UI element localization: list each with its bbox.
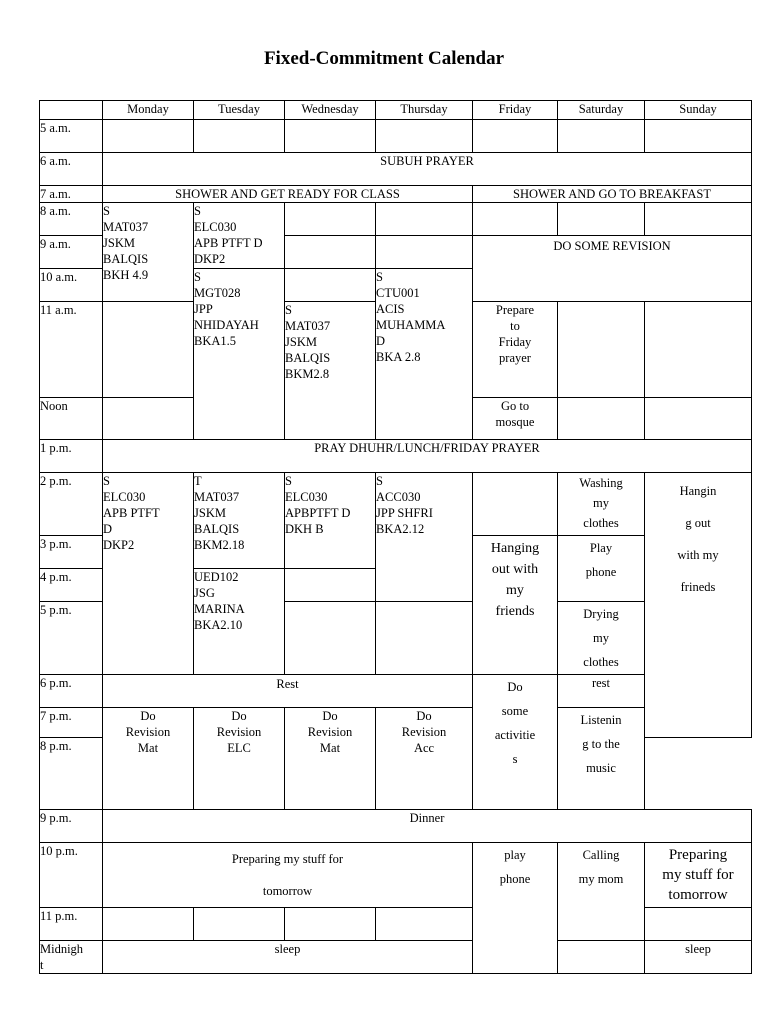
event-fri-play-phone: play phone [473, 843, 558, 974]
event-thu-revision: Do Revision Acc [376, 708, 473, 810]
event-mon-class: S MAT037 JSKM BALQIS BKH 4.9 [103, 203, 194, 302]
event-preparing-stuff: Preparing my stuff for tomorrow [103, 843, 473, 908]
time-label: 11 a.m. [40, 302, 103, 398]
time-label: 4 p.m. [40, 569, 103, 602]
time-label: Noon [40, 398, 103, 440]
empty-cell [103, 120, 194, 153]
event-tue-class: UED102 JSG MARINA BKA2.10 [194, 569, 285, 675]
time-label: 10 p.m. [40, 843, 103, 908]
event-fri-hanging-out: Hanging out with my friends [473, 536, 558, 675]
time-label: 6 p.m. [40, 675, 103, 708]
empty-cell [285, 269, 376, 302]
empty-cell [376, 120, 473, 153]
event-shower-class: SHOWER AND GET READY FOR CLASS [103, 186, 473, 203]
event-mon-class: S ELC030 APB PTFT D DKP2 [103, 473, 194, 675]
time-label: 1 p.m. [40, 440, 103, 473]
empty-cell [558, 398, 645, 440]
empty-cell [376, 908, 473, 941]
time-label: 10 a.m. [40, 269, 103, 302]
day-header-friday: Friday [473, 101, 558, 120]
empty-cell [645, 398, 752, 440]
event-sun-hanging-out: Hangin g out with my frineds [645, 473, 752, 738]
event-dhuhr-lunch: PRAY DHUHR/LUNCH/FRIDAY PRAYER [103, 440, 752, 473]
time-label: 5 p.m. [40, 602, 103, 675]
day-header-thursday: Thursday [376, 101, 473, 120]
empty-cell [376, 602, 473, 675]
event-dinner: Dinner [103, 810, 752, 843]
event-fri-go-to-mosque: Go to mosque [473, 398, 558, 440]
time-label: 7 p.m. [40, 708, 103, 738]
empty-cell [285, 569, 376, 602]
event-fri-activities: Do some activitie s [473, 675, 558, 810]
time-label: 9 a.m. [40, 236, 103, 269]
empty-cell [645, 908, 752, 941]
empty-cell [285, 120, 376, 153]
day-header-saturday: Saturday [558, 101, 645, 120]
empty-cell [558, 120, 645, 153]
empty-cell [103, 302, 194, 398]
day-header-monday: Monday [103, 101, 194, 120]
time-label: 5 a.m. [40, 120, 103, 153]
event-sun-sleep: sleep [645, 941, 752, 974]
day-header-sunday: Sunday [645, 101, 752, 120]
page-title: Fixed-Commitment Calendar [263, 48, 505, 69]
time-label: 6 a.m. [40, 153, 103, 186]
event-thu-class: S CTU001 ACIS MUHAMMA D BKA 2.8 [376, 269, 473, 440]
empty-cell [558, 302, 645, 398]
event-tue-class: S ELC030 APB PTFT D DKP2 [194, 203, 285, 269]
event-sat-drying: Drying my clothes [558, 602, 645, 675]
event-tue-revision: Do Revision ELC [194, 708, 285, 810]
empty-cell [473, 120, 558, 153]
event-subuh-prayer: SUBUH PRAYER [103, 153, 752, 186]
empty-cell [376, 203, 473, 236]
empty-cell [558, 203, 645, 236]
header-row [40, 101, 752, 120]
empty-cell [376, 236, 473, 269]
empty-cell [473, 203, 558, 236]
empty-cell [103, 398, 194, 440]
event-sleep: sleep [103, 941, 473, 974]
empty-cell [285, 203, 376, 236]
event-wed-revision: Do Revision Mat [285, 708, 376, 810]
empty-cell [285, 236, 376, 269]
time-label: 2 p.m. [40, 473, 103, 536]
event-sat-washing: Washing my clothes [558, 473, 645, 536]
event-sun-preparing: Preparing my stuff for tomorrow [645, 843, 752, 908]
time-label: 9 p.m. [40, 810, 103, 843]
empty-cell [473, 473, 558, 536]
time-label: 7 a.m. [40, 186, 103, 203]
day-header-tuesday: Tuesday [194, 101, 285, 120]
event-tue-class: T MAT037 JSKM BALQIS BKM2.18 [194, 473, 285, 569]
event-mon-revision: Do Revision Mat [103, 708, 194, 810]
event-thu-class: S ACC030 JPP SHFRI BKA2.12 [376, 473, 473, 602]
empty-cell [285, 908, 376, 941]
corner-cell [40, 101, 103, 120]
empty-cell [558, 941, 645, 974]
event-shower-breakfast: SHOWER AND GO TO BREAKFAST [473, 186, 752, 203]
event-sat-music: Listenin g to the music [558, 708, 645, 810]
event-sat-calling-mom: Calling my mom [558, 843, 645, 941]
empty-cell [194, 908, 285, 941]
time-label: Midnigh t [40, 941, 103, 974]
empty-cell [103, 908, 194, 941]
time-label: 8 p.m. [40, 738, 103, 810]
event-wed-class: S MAT037 JSKM BALQIS BKM2.8 [285, 302, 376, 440]
event-rest: Rest [103, 675, 473, 708]
empty-cell [285, 602, 376, 675]
calendar-table [39, 100, 752, 974]
time-label: 11 p.m. [40, 908, 103, 941]
event-sat-play-phone: Play phone [558, 536, 645, 602]
event-fri-prepare-prayer: Prepare to Friday prayer [473, 302, 558, 398]
event-tue-class: S MGT028 JPP NHIDAYAH BKA1.5 [194, 269, 285, 440]
empty-cell [645, 203, 752, 236]
day-header-wednesday: Wednesday [285, 101, 376, 120]
empty-cell [194, 120, 285, 153]
event-wed-class: S ELC030 APBPTFT D DKH B [285, 473, 376, 569]
empty-cell [645, 302, 752, 398]
time-label: 8 a.m. [40, 203, 103, 236]
time-label: 3 p.m. [40, 536, 103, 569]
event-do-some-revision: DO SOME REVISION [473, 236, 752, 302]
event-sat-rest: rest [558, 675, 645, 708]
empty-cell [645, 120, 752, 153]
